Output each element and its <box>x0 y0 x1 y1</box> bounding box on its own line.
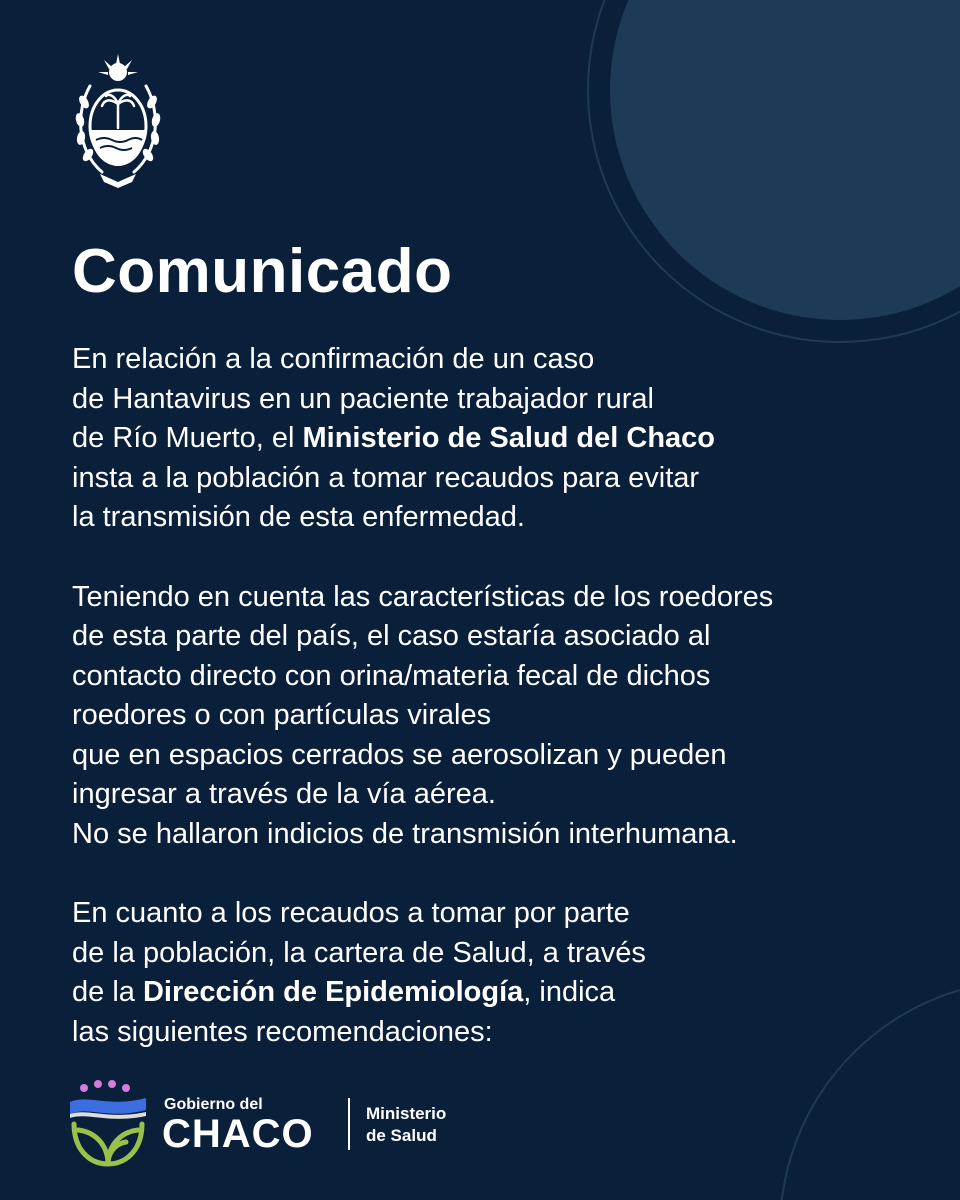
page-title: Comunicado <box>72 237 453 306</box>
text-line: ingresar a través de la vía aérea. <box>72 778 496 810</box>
text-line: la transmisión de esta enfermedad. <box>72 501 525 533</box>
large-circle-fill <box>610 0 960 320</box>
text-line <box>72 419 902 459</box>
coat-of-arms-icon <box>72 50 164 190</box>
paragraph-3 <box>72 894 902 1052</box>
text-line: de esta parte del país, el caso estaría asociado al <box>72 620 711 652</box>
paragraph-2 <box>72 578 902 855</box>
text-line: En cuanto a los recaudos a tomar por parte <box>72 897 630 929</box>
text-fragment: de Río Muerto, el <box>72 422 303 454</box>
ministry-name-bold: Ministerio de Salud del Chaco <box>302 422 716 454</box>
paragraph-1 <box>72 340 902 538</box>
text-line: de Hantavirus en un paciente trabajador rural <box>72 382 654 415</box>
footer-divider <box>348 1098 350 1150</box>
text-line: insta a la población a tomar recaudos para evitar <box>72 461 700 494</box>
chaco-wordmark: CHACO <box>162 1112 314 1156</box>
text-line: las siguientes recomendaciones: <box>72 1015 493 1048</box>
announcement-body <box>72 340 902 1092</box>
text-line: roedores o con partículas virales <box>72 699 492 731</box>
footer-branding <box>68 1080 488 1170</box>
text-line: No se hallaron indicios de transmisión interhumana. <box>72 817 738 850</box>
de-salud-label: de Salud <box>366 1126 437 1145</box>
direction-name-bold: Dirección de Epidemiología <box>142 976 524 1008</box>
text-line: que en espacios cerrados se aerosolizan y pueden <box>72 738 727 771</box>
text-line: contacto directo con orina/materia fecal de dichos <box>72 659 711 692</box>
text-fragment: de la <box>72 976 143 1008</box>
text-fragment: , indica <box>523 976 616 1008</box>
gobierno-chaco-logo-icon <box>68 1080 148 1168</box>
text-line: Teniendo en cuenta las características de los roedores <box>72 580 774 613</box>
gobierno-label: Gobierno del <box>164 1096 263 1113</box>
ministerio-label: Ministerio <box>366 1104 447 1123</box>
text-line: En relación a la confirmación de un caso <box>72 343 595 375</box>
text-line <box>72 973 902 1013</box>
text-line: de la población, la cartera de Salud, a través <box>72 936 646 969</box>
